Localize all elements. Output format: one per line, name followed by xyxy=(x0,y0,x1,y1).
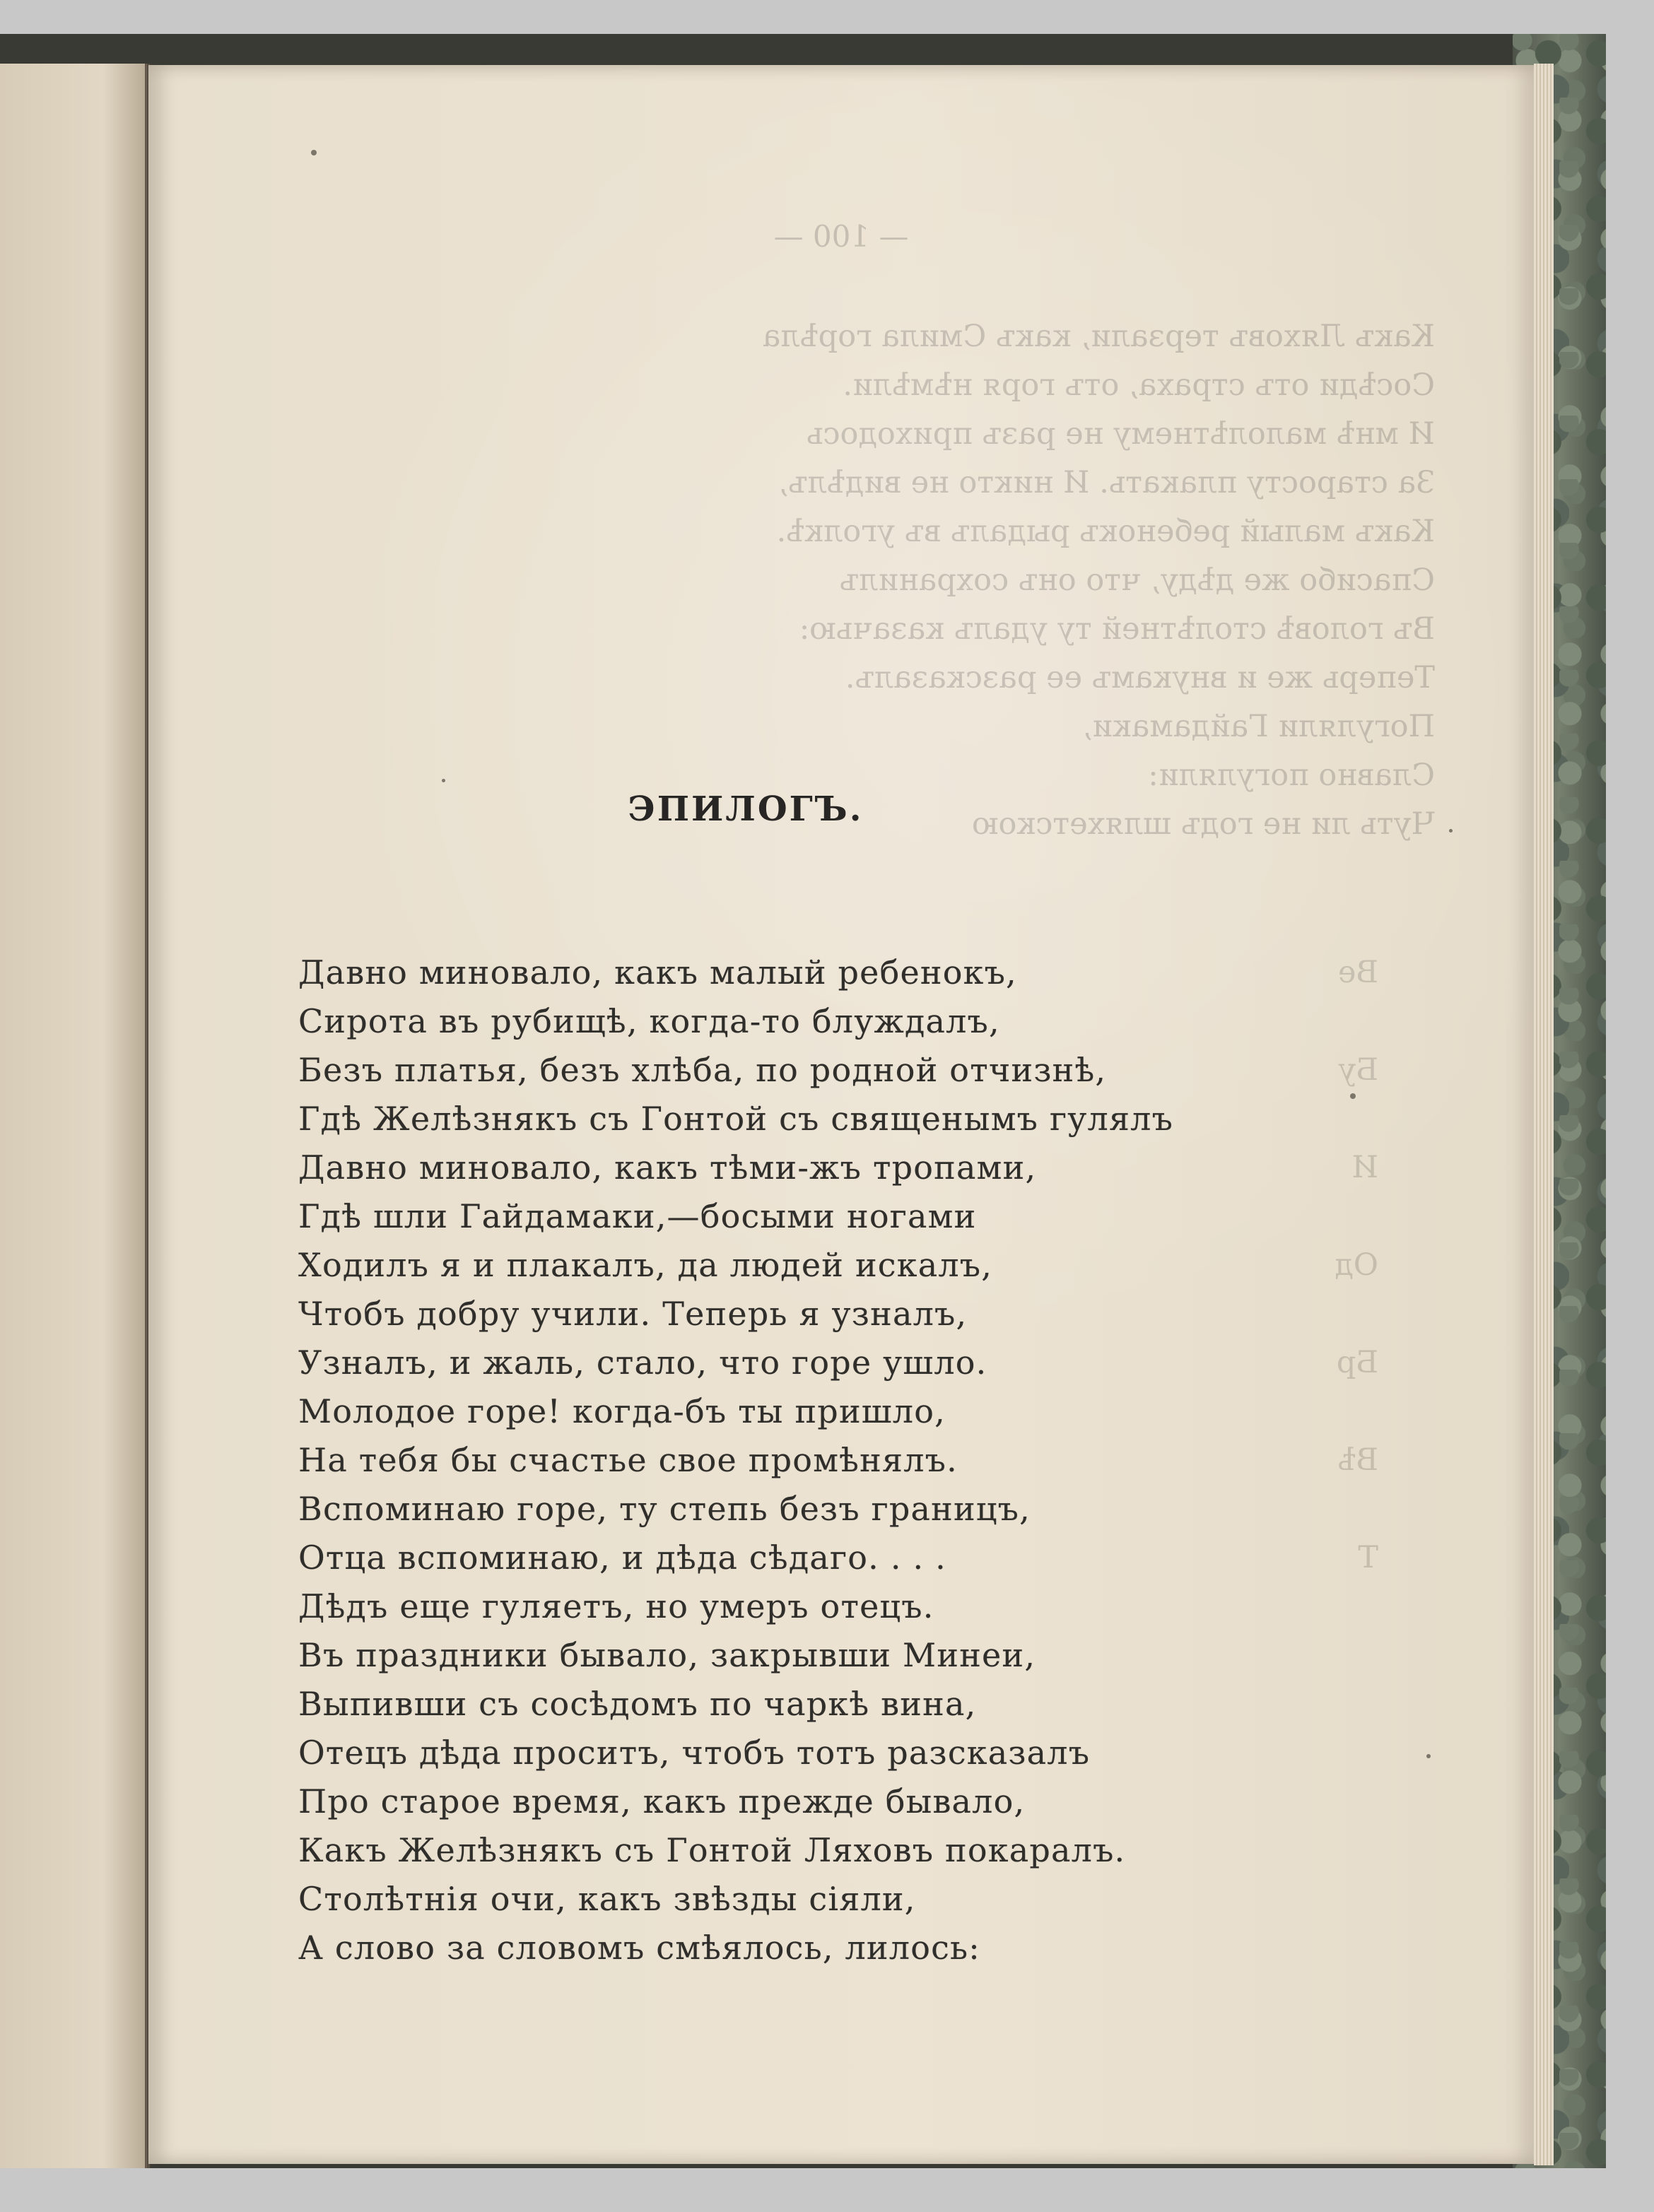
bleed-line: Спасибо же дѣду, что онъ сохранилъ xyxy=(839,563,1435,598)
paper-speck xyxy=(442,779,445,782)
poem-line: Столѣтнія очи, какъ звѣзды сіяли, xyxy=(298,1880,916,1918)
poem-line: Ходилъ я и плакалъ, да людей искалъ, xyxy=(298,1246,993,1284)
paper-speck xyxy=(311,150,317,155)
bleed-side-fragment: Т xyxy=(1358,1540,1378,1575)
bleed-side-fragment: Вѣ xyxy=(1337,1442,1378,1478)
poem-line: Отца вспоминаю, и дѣда сѣдаго. . . . xyxy=(298,1539,946,1577)
poem-line: Сирота въ рубищѣ, когда-то блуждалъ, xyxy=(298,1002,1000,1040)
poem-line: Гдѣ шли Гайдамаки,—босыми ногами xyxy=(298,1197,977,1235)
paper-speck xyxy=(1350,1093,1356,1099)
bleed-side-fragment: Бр xyxy=(1336,1345,1378,1380)
poem-line: Какъ Желѣзнякъ съ Гонтой Ляховъ покаралъ. xyxy=(298,1831,1126,1869)
poem-line: А слово за словомъ смѣялось, лилось: xyxy=(298,1929,980,1967)
bleed-page-number: — 100 — xyxy=(773,219,909,254)
left-facing-page-edge xyxy=(0,64,150,2168)
bleed-line: Погуляли Гайдамаки, xyxy=(1082,709,1435,744)
poem-line: Давно миновало, какъ тѣми-жъ тропами, xyxy=(298,1148,1037,1187)
bleed-side-fragment: Бу xyxy=(1338,1052,1378,1088)
bleed-line: Чуть ли не годъ шляхетскою xyxy=(972,806,1435,842)
book-page xyxy=(148,65,1536,2164)
poem-line: Давно миновало, какъ малый ребенокъ, xyxy=(298,953,1017,992)
poem-line: Отецъ дѣда проситъ, чтобъ тотъ разсказалъ xyxy=(298,1734,1091,1772)
paper-speck xyxy=(1426,1754,1431,1758)
poem-line: Дѣдъ еще гуляетъ, но умеръ отецъ. xyxy=(298,1587,934,1625)
poem-line: Выпивши съ сосѣдомъ по чаркѣ вина, xyxy=(298,1685,977,1723)
poem-line: Гдѣ Желѣзнякъ съ Гонтой съ священымъ гулялъ xyxy=(298,1100,1174,1138)
bleed-text-lines xyxy=(382,312,1435,849)
bleed-line: Въ головѣ столѣтней ту удалъ казачью: xyxy=(799,611,1435,647)
poem-line: Узналъ, и жаль, стало, что горе ушло. xyxy=(298,1343,987,1382)
stacked-page-edges xyxy=(1534,64,1554,2165)
bleed-side-fragment: Од xyxy=(1335,1247,1378,1283)
epilogue-title: ЭПИЛОГЪ. xyxy=(628,789,864,829)
bleed-line: И мнѣ малолѣтнему не разъ приходось xyxy=(807,416,1435,452)
bleed-line: Сосѣди отъ страха, отъ горя нѣмѣли. xyxy=(843,367,1435,403)
bleed-line: Славно погуляли: xyxy=(1148,758,1435,793)
poem-text xyxy=(298,948,1472,1972)
poem-line: На тебя бы счастье свое промѣнялъ. xyxy=(298,1441,958,1479)
poem-line: Молодое горе! когда-бъ ты пришло, xyxy=(298,1392,946,1430)
bleed-side-fragment: И xyxy=(1351,1150,1378,1185)
bleed-line: Какъ малый ребенокъ рыдалъ въ уголкѣ. xyxy=(776,514,1435,549)
bleed-line: Какъ Ляховъ терзали, какъ Смила горѣла xyxy=(762,319,1435,354)
poem-line: Вспоминаю горе, ту степь безъ границъ, xyxy=(298,1490,1031,1528)
bleed-side-fragment: Ве xyxy=(1337,955,1378,990)
poem-line: Безъ платья, безъ хлѣба, по родной отчизнѣ, xyxy=(298,1051,1107,1089)
bleed-line: За старосту плакать. И никто не видѣлъ, xyxy=(778,465,1435,500)
poem-line: Въ праздники бывало, закрывши Минеи, xyxy=(298,1636,1036,1674)
bleed-line: Теперь же и внукамъ ее разсказалъ. xyxy=(845,660,1435,695)
paper-speck xyxy=(1449,829,1453,833)
poem-line: Чтобъ добру учили. Теперь я узналъ, xyxy=(298,1295,968,1333)
poem-line: Про старое время, какъ прежде бывало, xyxy=(298,1782,1026,1820)
